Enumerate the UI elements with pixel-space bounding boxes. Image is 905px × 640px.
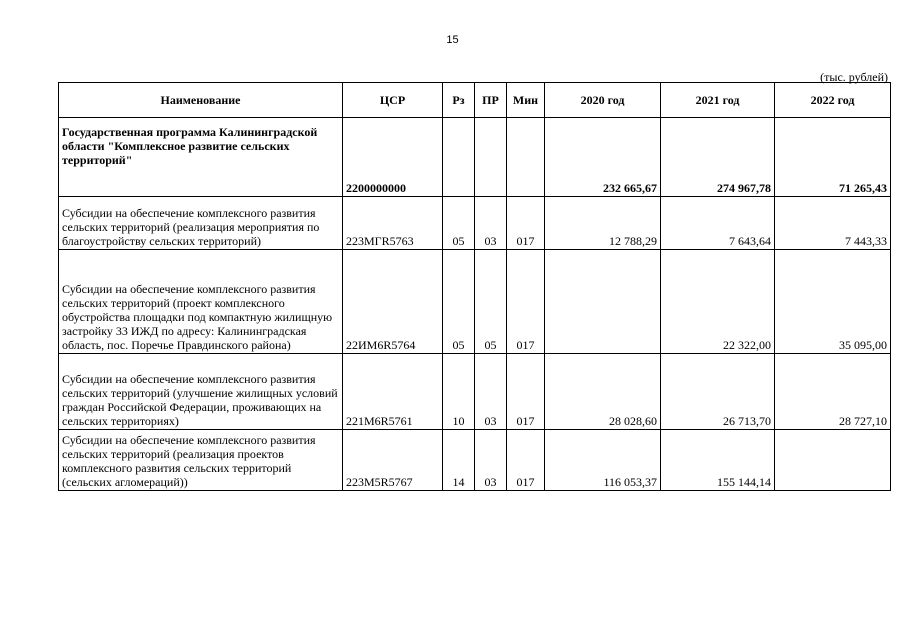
row-rz (443, 118, 475, 197)
row-2021: 155 144,14 (661, 430, 775, 491)
budget-table (58, 82, 891, 491)
row-pr: 03 (475, 430, 507, 491)
row-2022: 28 727,10 (775, 354, 891, 430)
table-header-row (59, 83, 891, 118)
row-2020: 232 665,67 (545, 118, 661, 197)
row-min: 017 (507, 250, 545, 354)
row-2022: 35 095,00 (775, 250, 891, 354)
row-rz: 05 (443, 250, 475, 354)
row-2022: 71 265,43 (775, 118, 891, 197)
row-min: 017 (507, 197, 545, 250)
row-rz: 05 (443, 197, 475, 250)
row-rz: 14 (443, 430, 475, 491)
header-pr: ПР (475, 83, 507, 118)
header-2022: 2022 год (775, 83, 891, 118)
row-2021: 7 643,64 (661, 197, 775, 250)
row-rz: 10 (443, 354, 475, 430)
row-csr: 22ИМ6R5764 (343, 250, 443, 354)
row-2020: 116 053,37 (545, 430, 661, 491)
page-number: 15 (446, 34, 459, 46)
header-2021: 2021 год (661, 83, 775, 118)
header-min: Мин (507, 83, 545, 118)
row-2021: 22 322,00 (661, 250, 775, 354)
row-min (507, 118, 545, 197)
row-2020: 12 788,29 (545, 197, 661, 250)
row-2021: 274 967,78 (661, 118, 775, 197)
row-name: Субсидии на обеспечение комплексного развития сельских территорий (улучшение жилищных условий граждан Российской Федерации, проживающих на сельских территориях) (59, 354, 343, 430)
row-min: 017 (507, 354, 545, 430)
table-row (59, 354, 891, 430)
row-2022: 7 443,33 (775, 197, 891, 250)
row-min: 017 (507, 430, 545, 491)
row-name: Субсидии на обеспечение комплексного развития сельских территорий (проект комплексного обустройства площадки под компактную жилищную застройку 33 ИЖД по адресу: Калининградская область, пос. Поречье Правдинского района) (59, 250, 343, 354)
row-2021: 26 713,70 (661, 354, 775, 430)
row-name: Субсидии на обеспечение комплексного развития сельских территорий (реализация проектов комплексного развития сельских территорий (сельских агломераций)) (59, 430, 343, 491)
row-csr: 2200000000 (343, 118, 443, 197)
row-pr: 03 (475, 197, 507, 250)
row-pr: 03 (475, 354, 507, 430)
table-row (59, 197, 891, 250)
header-2020: 2020 год (545, 83, 661, 118)
row-csr: 223МГR5763 (343, 197, 443, 250)
header-rz: Рз (443, 83, 475, 118)
table-row (59, 250, 891, 354)
row-csr: 221М6R5761 (343, 354, 443, 430)
row-2020: 28 028,60 (545, 354, 661, 430)
table-row (59, 430, 891, 491)
row-name: Субсидии на обеспечение комплексного развития сельских территорий (реализация мероприятия по благоустройству сельских территорий) (59, 197, 343, 250)
row-csr: 223М5R5767 (343, 430, 443, 491)
header-csr: ЦСР (343, 83, 443, 118)
table-row-program (59, 118, 891, 197)
row-2022 (775, 430, 891, 491)
units-note: (тыс. рублей) (820, 70, 888, 84)
row-2020 (545, 250, 661, 354)
header-name: Наименование (59, 83, 343, 118)
row-pr (475, 118, 507, 197)
row-pr: 05 (475, 250, 507, 354)
row-name: Государственная программа Калининградской области "Комплексное развитие сельских территорий" (59, 118, 343, 197)
